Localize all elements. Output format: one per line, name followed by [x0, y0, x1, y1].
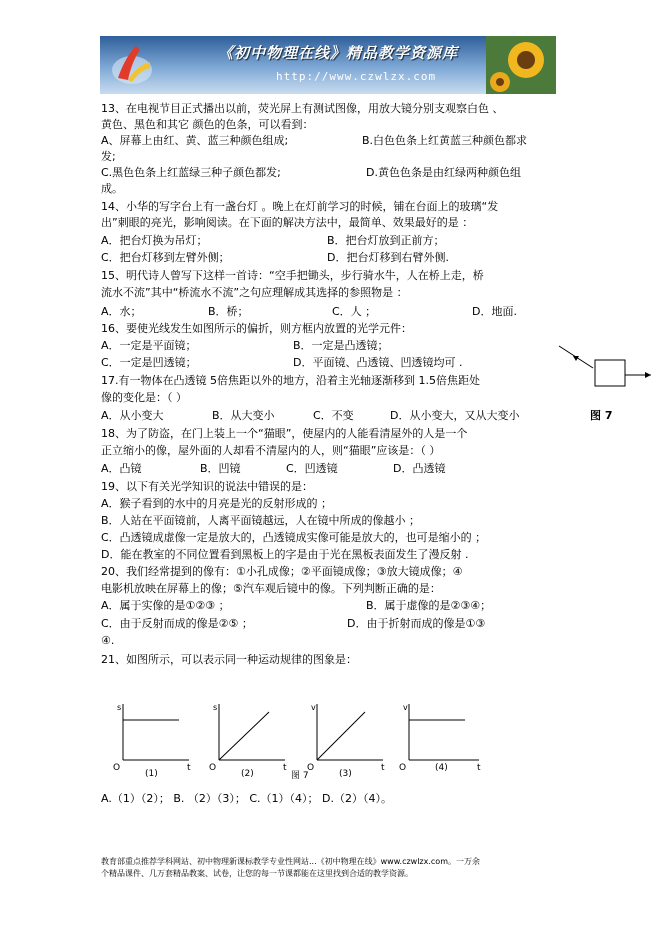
q16-figure-diagram: [557, 344, 653, 404]
q16-option-b: B．一定是凸透镜；: [293, 339, 389, 352]
graph-3-origin: O: [307, 763, 315, 773]
graph-4: [399, 703, 481, 773]
q18-option-d: D．凸透镜: [393, 462, 446, 475]
q17-option-a: A．从小变大: [101, 409, 164, 422]
graph-2-origin: O: [209, 763, 217, 773]
q13-stem-line2: 黄色、黑色和其它 颜色的色条，可以看到：: [101, 118, 314, 131]
q19-stem: 19、以下有关光学知识的说法中错误的是：: [101, 480, 313, 493]
q15-stem-line1: 15、明代诗人曾写下这样一首诗：“空手把锄头，步行骑水牛，人在桥上走，桥: [101, 269, 484, 282]
footer-line2: 个精品课件、几万套精品教案、试卷，让您的每一节课都能在这里找到合适的教学资源。: [101, 869, 413, 878]
graph-4-origin: O: [399, 763, 407, 773]
q13-stem-line1: 13、在电视节目正式播出以前，荧光屏上有测试图像，用放大镜分别支观察白色 、: [101, 102, 504, 115]
q13-option-d: D.黄色色条是由红绿两种颜色组: [366, 166, 521, 179]
q15-option-d: D．地面.: [472, 305, 517, 318]
refracted-ray-arrow: [645, 372, 651, 378]
site-logo-icon: [106, 40, 156, 90]
sunflower-icon: [486, 36, 556, 94]
q16-option-a: A．一定是平面镜；: [101, 339, 197, 352]
q13-option-a: A、屏幕上由红、黄、蓝三种颜色组成;: [101, 134, 289, 147]
graph-1-origin: O: [113, 763, 121, 773]
banner-title: 《初中物理在线》精品教学资源库: [218, 44, 459, 62]
graph-4-label: (4): [435, 763, 448, 773]
q13-option-c: C.黑色色条上红蓝绿三种子颜色都发;: [101, 166, 281, 179]
q17-option-d: D．从小变大，又从大变小: [390, 409, 520, 422]
q14-option-d: D．把台灯移到右臂外侧.: [327, 251, 449, 264]
graph-2-label: (2): [241, 769, 254, 779]
q20-stem-line2: 电影机放映在屏幕上的像；⑤汽车观后镜中的像。下列判断正确的是：: [101, 582, 441, 595]
q13-option-b-cont: 发;: [101, 150, 116, 163]
q18-option-b: B．凹镜: [200, 462, 241, 475]
q14-option-a: A．把台灯换为吊灯；: [101, 234, 208, 247]
q18-stem-line1: 18、为了防盗，在门上装上一个“猫眼”，使屋内的人能看清屋外的人是一个: [101, 427, 468, 440]
q13-option-d-cont: 成。: [101, 182, 123, 195]
q14-option-b: B．把台灯放到正前方；: [327, 234, 445, 247]
q14-option-c: C．把台灯移到左臂外侧；: [101, 251, 230, 264]
q19-option-b: B．人站在平面镜前，人离平面镜越远，人在镜中所成的像越小 ；: [101, 514, 421, 527]
q15-option-a: A．水；: [101, 305, 142, 318]
q16-option-c: C．一定是凹透镜；: [101, 356, 197, 369]
q18-option-a: A．凸镜: [101, 462, 142, 475]
q18-option-c: C．凹透镜: [286, 462, 338, 475]
q20-option-b: B．属于虚像的是②③④；: [366, 599, 492, 612]
q20-option-d: D．由于折射而成的像是①③: [347, 617, 486, 630]
q20-option-c: C．由于反射而成的像是②⑤ ；: [101, 617, 253, 630]
graph-3-y-label: v: [311, 703, 316, 712]
q17-stem-line1: 17.有一物体在凸透镜 5倍焦距以外的地方，沿着主光轴逐渐移到 1.5倍焦距处: [101, 374, 480, 387]
q17-option-b: B．从大变小: [212, 409, 275, 422]
graph-4-x-label: t: [477, 763, 481, 773]
footer-line1: 教育部重点推荐学科网站、初中物理新课标教学专业性网站...《初中物理在线》www.czwlzx.com。一万余: [101, 857, 480, 866]
q21-stem: 21、如图所示，可以表示同一种运动规律的图象是：: [101, 653, 357, 666]
q15-option-c: C．人 ；: [332, 305, 377, 318]
graph-4-y-label: v: [403, 703, 408, 712]
optical-element-box: [595, 360, 625, 386]
site-banner: [100, 36, 556, 94]
q17-stem-line2: 像的变化是：（ ）: [101, 391, 187, 404]
q15-stem-line2: 流水不流”其中“桥流水不流”之句应理解成其选择的参照物是 ：: [101, 286, 408, 299]
q14-stem-line1: 14、小华的写字台上有一盏台灯 。晚上在灯前学习的时候，铺在台面上的玻璃“发: [101, 200, 499, 213]
graph-2-curve: [219, 712, 269, 760]
q20-stem-line1: 20、我们经常提到的像有：①小孔成像；②平面镜成像；③放大镜成像；④: [101, 565, 463, 578]
q19-option-c: C．凸透镜成虚像一定是放大的，凸透镜成实像可能是放大的，也可是缩小的 ；: [101, 531, 487, 544]
graph-2-y-label: s: [213, 703, 218, 712]
graph-2-x-label: t: [283, 763, 287, 773]
q16-stem: 16、要使光线发生如图所示的偏折，则方框内放置的光学元件：: [101, 322, 412, 335]
graph-3-x-label: t: [381, 763, 385, 773]
q16-option-d: D．平面镜、凸透镜、凹透镜均可 .: [293, 356, 463, 369]
figure-7-label: 图 7: [590, 409, 613, 422]
graph-1-x-label: t: [187, 763, 191, 773]
q19-option-d: D．能在教室的不同位置看到黑板上的字是由于光在黑板表面发生了漫反射 .: [101, 548, 469, 561]
q21-options: A.（1）（2）； B. （2）（3）； C.（1）（4）； D.（2）（4）。: [101, 792, 392, 805]
graph-2: [209, 703, 287, 779]
graphs-caption: 图 7: [291, 771, 309, 780]
q14-stem-line2: 出”刺眼的亮光，影响阅读。在下面的解决方法中，最简单、效果最好的是 ：: [101, 216, 474, 229]
q18-stem-line2: 正立缩小的像，屋外面的人却看不清屋内的人，则“猫眼”应该是：（ ）: [101, 444, 441, 457]
q20-option-d-cont: ④.: [101, 634, 115, 647]
motion-graphs-figure: [113, 698, 503, 780]
q19-option-a: A．猴子看到的水中的月亮是光的反射形成的 ；: [101, 497, 333, 510]
graph-3-label: (3): [339, 769, 352, 779]
q13-option-b: B.白色色条上红黄蓝三种颜色都求: [362, 134, 528, 147]
q15-option-b: B．桥；: [208, 305, 249, 318]
graph-3-curve: [317, 712, 365, 760]
q20-option-a: A．属于实像的是①②③ ；: [101, 599, 230, 612]
q17-option-c: C．不变: [313, 409, 354, 422]
graph-1-label: (1): [145, 769, 158, 779]
graph-1: [113, 703, 191, 779]
graph-3: [307, 703, 385, 779]
banner-url[interactable]: http://www.czwlzx.com: [276, 70, 437, 83]
graph-1-y-label: s: [117, 703, 122, 712]
